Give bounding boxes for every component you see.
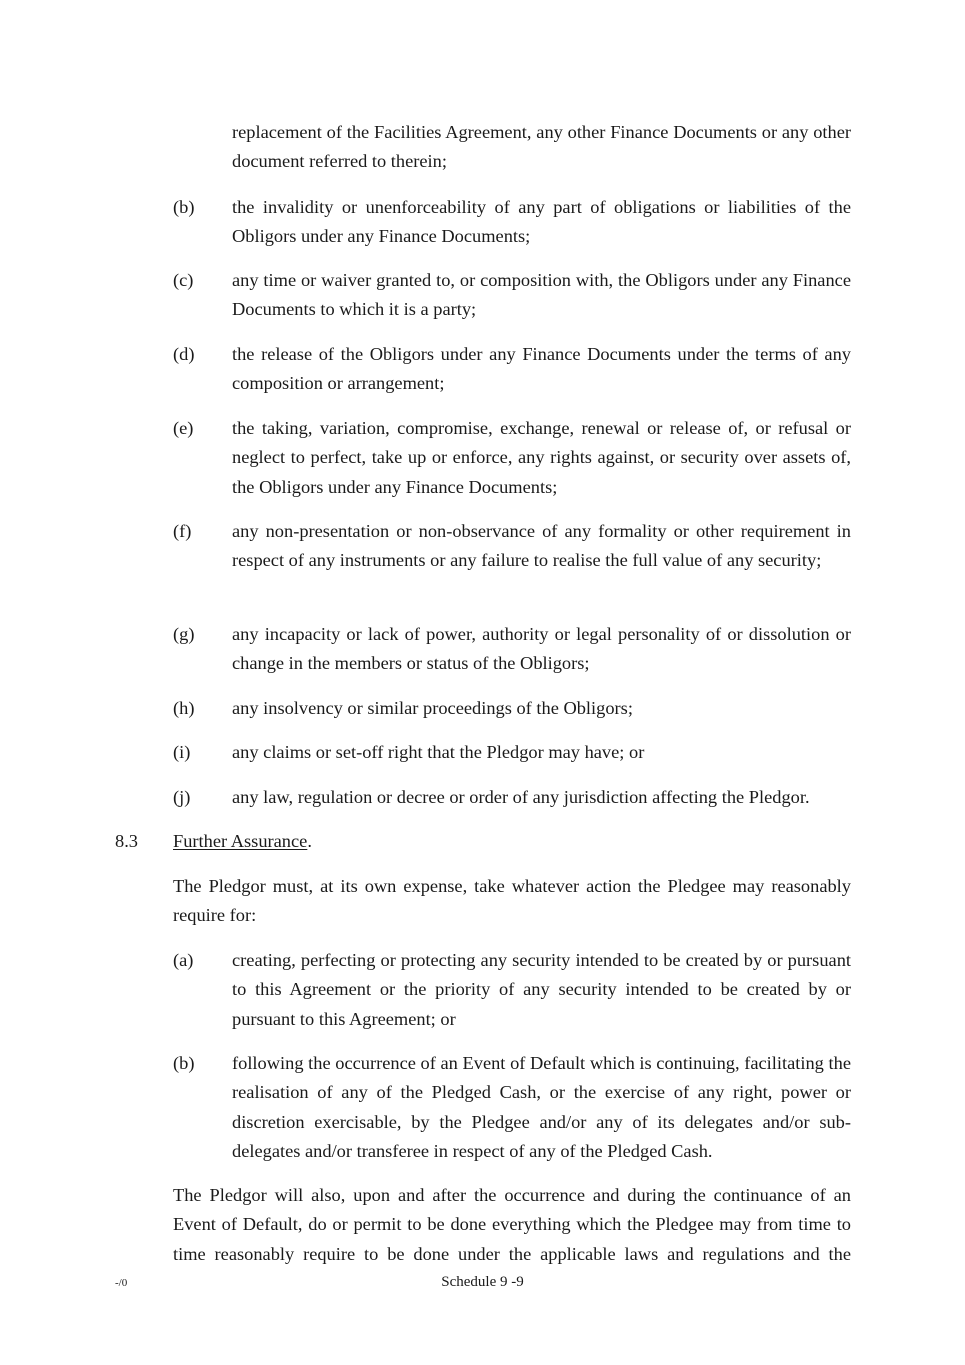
list-item-text: any non-presentation or non-observance of any formality or other requirement in respect of any instruments or any failure to realise the full value of any security; bbox=[232, 521, 851, 571]
list-item-label: (j) bbox=[173, 787, 191, 807]
list-item-label: (e) bbox=[173, 418, 194, 438]
list-item-text: the taking, variation, compromise, exchange, renewal or release of, or refusal or neglect to perfect, take up or enforce, any rights against, or security over assets of, the Obligors under any Finance Documents; bbox=[232, 418, 851, 497]
list-item-label: (d) bbox=[173, 344, 195, 364]
list-item-label: (a) bbox=[173, 950, 194, 970]
continuation-paragraph: replacement of the Facilities Agreement, any other Finance Documents or any other document referred to therein; bbox=[232, 122, 851, 172]
list-item-text: creating, perfecting or protecting any security intended to be created by or pursuant to this Agreement or the priority of any security intended to be created by or pursuant to this Agreement; or bbox=[232, 950, 851, 1029]
list-item-text: any time or waiver granted to, or composition with, the Obligors under any Finance Documents to which it is a party; bbox=[232, 270, 851, 320]
section-number: 8.3 bbox=[115, 831, 138, 851]
list-item-label: (h) bbox=[173, 698, 195, 718]
section-heading bbox=[173, 827, 312, 856]
list-item-text: the release of the Obligors under any Finance Documents under the terms of any composition or arrangement; bbox=[232, 344, 851, 394]
list-item-text: any law, regulation or decree or order of any jurisdiction affecting the Pledgor. bbox=[232, 787, 810, 807]
list-item-text: the invalidity or unenforceability of any part of obligations or liabilities of the Obligors under any Finance Documents; bbox=[232, 197, 851, 247]
intro-paragraph: The Pledgor must, at its own expense, take whatever action the Pledgee may reasonably require for: bbox=[173, 876, 851, 926]
list-item-label: (b) bbox=[173, 197, 195, 217]
section-title: Further Assurance bbox=[173, 831, 308, 851]
section-title-suffix: . bbox=[307, 831, 312, 851]
footer-page-label: Schedule 9 -9 bbox=[441, 1274, 524, 1290]
list-item-label: (i) bbox=[173, 742, 191, 762]
footer-code: -/0 bbox=[115, 1277, 128, 1289]
list-item-text: following the occurrence of an Event of Default which is continuing, facilitating the realisation of any of the Pledged Cash, or the exercise of any right, power or discretion exercisable, by the Pledgee and/or any of its delegates and/or sub-delegates and/or transferee in respect of any of the Pledged Cash. bbox=[232, 1053, 851, 1162]
list-item-text: any insolvency or similar proceedings of the Obligors; bbox=[232, 698, 633, 718]
list-item-text: any claims or set-off right that the Pledgor may have; or bbox=[232, 742, 645, 762]
closing-paragraph: The Pledgor will also, upon and after the occurrence and during the continuance of an Event of Default, do or permit to be done everything which the Pledgee may from time to time reasonably require to be done under the applicable laws and regulations and the bbox=[173, 1185, 851, 1264]
list-item-label: (b) bbox=[173, 1053, 195, 1073]
list-item-label: (c) bbox=[173, 270, 194, 290]
list-item-label: (f) bbox=[173, 521, 192, 541]
list-item-text: any incapacity or lack of power, authority or legal personality of or dissolution or change in the members or status of the Obligors; bbox=[232, 624, 851, 674]
list-item-label: (g) bbox=[173, 624, 195, 644]
